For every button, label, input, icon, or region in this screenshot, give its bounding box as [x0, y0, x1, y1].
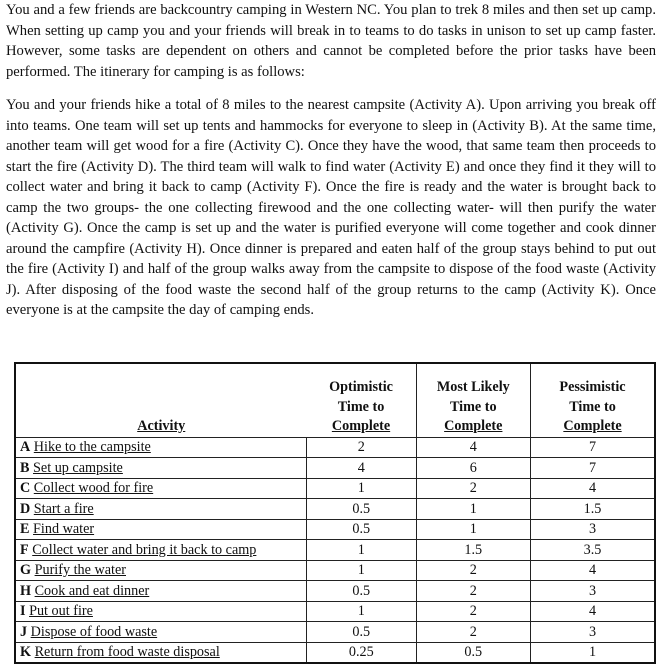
- optimistic-cell: 0.5: [306, 622, 416, 643]
- table-row: [16, 601, 654, 622]
- table-row: [16, 560, 654, 581]
- table-row: [16, 519, 654, 540]
- table-row: [16, 458, 654, 479]
- header-pessimistic: Pessimistic Time to Complete: [559, 379, 626, 435]
- intro-paragraph: You and a few friends are backcountry camping in Western NC. You plan to trek 8 miles and then set up camp. When setting up camp you and your friends will break in to teams to do tasks in unison to set up camp faster. However, some tasks are dependent on others and cannot be completed before the prior tasks have been performed. The itinerary for camping is as follows:: [6, 2, 656, 80]
- activity-time-table: [14, 362, 656, 664]
- pessimistic-cell: 3: [531, 622, 654, 643]
- header-optimistic: Optimistic Time to Complete: [306, 364, 416, 437]
- most-likely-cell: 2: [416, 581, 530, 602]
- pessimistic-cell: 7: [531, 458, 654, 479]
- activity-cell: H Cook and eat dinner: [16, 581, 306, 602]
- header-activity: Activity: [137, 418, 186, 435]
- most-likely-cell: 2: [416, 478, 530, 499]
- pessimistic-cell: 3.5: [531, 540, 654, 561]
- table-row: [16, 540, 654, 561]
- activity-cell: B Set up campsite: [16, 458, 306, 479]
- most-likely-cell: 2: [416, 601, 530, 622]
- optimistic-cell: 1: [306, 601, 416, 622]
- optimistic-cell: 0.25: [306, 642, 416, 662]
- optimistic-cell: 4: [306, 458, 416, 479]
- optimistic-cell: 1: [306, 560, 416, 581]
- table-row: [16, 622, 654, 643]
- most-likely-cell: 1: [416, 499, 530, 520]
- activity-cell: I Put out fire: [16, 601, 306, 622]
- pessimistic-cell: 4: [531, 601, 654, 622]
- pessimistic-cell: 4: [531, 560, 654, 581]
- optimistic-cell: 0.5: [306, 499, 416, 520]
- activity-cell: A Hike to the campsite: [16, 437, 306, 458]
- optimistic-cell: 0.5: [306, 581, 416, 602]
- activity-cell: C Collect wood for fire: [16, 478, 306, 499]
- most-likely-cell: 4: [416, 437, 530, 458]
- activity-cell: F Collect water and bring it back to camp: [16, 540, 306, 561]
- most-likely-cell: 2: [416, 622, 530, 643]
- pessimistic-cell: 1.5: [531, 499, 654, 520]
- table-row: [16, 478, 654, 499]
- itinerary-paragraph: You and your friends hike a total of 8 miles to the nearest campsite (Activity A). Upon arriving you break off into teams. One team will set up tents and hammocks for everyone to sleep in (Activity B). At the same time, another team will get wood for a fire (Activity C). Once they have the wood, that same team then proceeds to start the fire (Activity D). The third team will walk to find water (Activity E) and once they find it they will to collect water and bring it back to camp (Activity F). Once the fire is ready and the water is brought back to camp the two groups- the one collecting firewood and the one collecting water- will then purify the water (Activity G). Once the camp is set up and the water is purified everyone will come together and cook dinner around the campfire (Activity H). Once dinner is prepared and eaten half of the group stays behind to put out the fire (Activity I) and half of the group walks away from the campsite to dispose of the food waste (Activity J). After disposing of the food waste the second half of the group returns to the camp (Activity K). Once everyone is at the campsite the day of camping ends.: [6, 97, 656, 318]
- pessimistic-cell: 3: [531, 519, 654, 540]
- activity-cell: G Purify the water: [16, 560, 306, 581]
- optimistic-cell: 0.5: [306, 519, 416, 540]
- activity-cell: J Dispose of food waste: [16, 622, 306, 643]
- most-likely-cell: 6: [416, 458, 530, 479]
- optimistic-cell: 2: [306, 437, 416, 458]
- most-likely-cell: 0.5: [416, 642, 530, 662]
- table-row: [16, 581, 654, 602]
- pessimistic-cell: 4: [531, 478, 654, 499]
- table-row: [16, 437, 654, 458]
- optimistic-cell: 1: [306, 478, 416, 499]
- most-likely-cell: 1: [416, 519, 530, 540]
- table-row: [16, 642, 654, 662]
- activity-cell: D Start a fire: [16, 499, 306, 520]
- pessimistic-cell: 7: [531, 437, 654, 458]
- table-row: [16, 499, 654, 520]
- activity-cell: E Find water: [16, 519, 306, 540]
- pessimistic-cell: 1: [588, 644, 597, 661]
- pessimistic-cell: 3: [531, 581, 654, 602]
- activity-cell: K Return from food waste disposal: [16, 642, 306, 662]
- header-most-likely: Most Likely Time to Complete: [416, 364, 530, 437]
- most-likely-cell: 2: [416, 560, 530, 581]
- most-likely-cell: 1.5: [416, 540, 530, 561]
- optimistic-cell: 1: [306, 540, 416, 561]
